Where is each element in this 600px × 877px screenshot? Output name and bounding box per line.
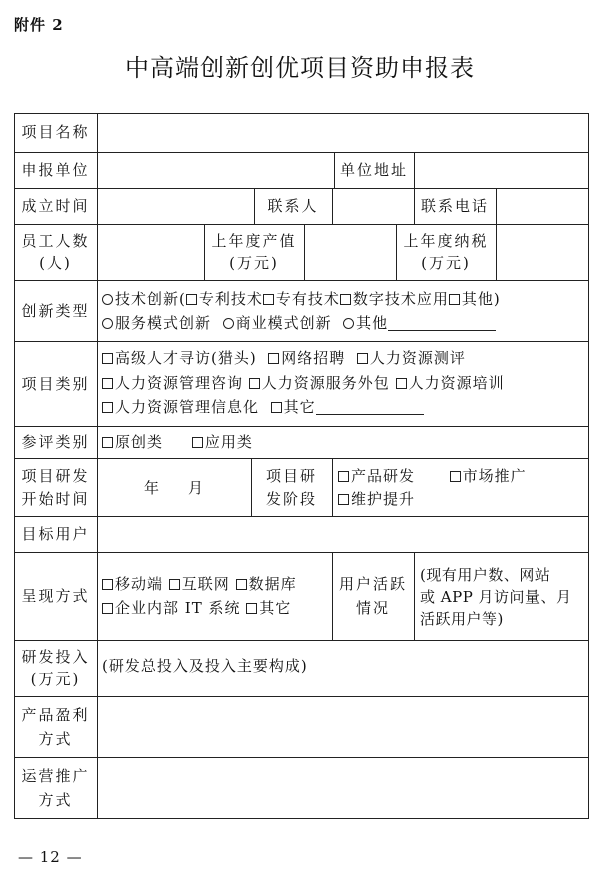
- label-rd-invest: 研发投入: [21, 648, 90, 666]
- checkbox-other-tech[interactable]: [449, 294, 460, 305]
- founded-field[interactable]: [98, 189, 254, 224]
- stage-options-line1: [338, 466, 527, 486]
- appendix-label: 附件 2: [14, 16, 64, 34]
- label-marketing: 运营推广: [21, 767, 90, 785]
- stage-options-line2: [338, 489, 415, 509]
- option-mobile: 移动端: [115, 575, 164, 593]
- innovation-options-line2: [102, 313, 496, 333]
- option-informatization: 人力资源管理信息化: [115, 398, 260, 416]
- label-user-activity-2: 情况: [355, 599, 390, 617]
- option-other-category: 其它: [283, 398, 316, 416]
- option-digital: 数字技术应用: [352, 290, 449, 308]
- checkbox-consulting[interactable]: [102, 378, 113, 389]
- label-last-tax-unit: (万元): [421, 254, 471, 272]
- cell-divider: [332, 458, 333, 516]
- option-tech-innovation: 技术创新(: [115, 290, 186, 308]
- row-divider: [14, 426, 589, 427]
- option-database: 数据库: [248, 575, 297, 593]
- option-training: 人力资源培训: [408, 374, 505, 392]
- option-internal-it: 企业内部 IT 系统: [115, 599, 241, 617]
- review-options: [102, 432, 253, 452]
- category-options-line2: [102, 373, 505, 393]
- checkbox-other-presentation[interactable]: [246, 603, 257, 614]
- checkbox-original[interactable]: [102, 437, 113, 448]
- checkbox-applied[interactable]: [192, 437, 203, 448]
- label-unit-address: 单位地址: [339, 161, 408, 179]
- checkbox-outsourcing[interactable]: [249, 378, 260, 389]
- applicant-field[interactable]: [98, 153, 334, 188]
- label-rd-stage: 项目研: [265, 467, 317, 485]
- rd-invest-hint: (研发总投入及投入主要构成): [102, 657, 308, 675]
- option-patent: 专利技术: [198, 290, 263, 308]
- label-presentation: 呈现方式: [21, 587, 90, 605]
- checkbox-database[interactable]: [236, 579, 247, 590]
- radio-business-mode[interactable]: [223, 318, 234, 329]
- label-profit-2: 方式: [38, 730, 73, 748]
- checkbox-mobile[interactable]: [102, 579, 113, 590]
- option-outsourcing: 人力资源服务外包: [261, 374, 390, 392]
- row-divider: [14, 280, 589, 281]
- label-rd-start: 项目研发: [21, 467, 90, 485]
- option-other-innovation: 其他: [356, 314, 389, 332]
- option-proprietary: 专有技术: [275, 290, 340, 308]
- application-form: [14, 113, 589, 819]
- option-other-presentation: 其它: [259, 599, 292, 617]
- option-applied: 应用类: [204, 433, 253, 451]
- unit-address-field[interactable]: [415, 153, 588, 188]
- option-business-mode: 商业模式创新: [235, 314, 332, 332]
- label-innovation-type: 创新类型: [21, 302, 90, 320]
- marketing-field[interactable]: [98, 758, 588, 818]
- label-contact-phone: 联系电话: [420, 197, 489, 215]
- checkbox-headhunt[interactable]: [102, 353, 113, 364]
- form-border-bottom: [14, 818, 589, 819]
- target-users-field[interactable]: [98, 517, 588, 552]
- contact-phone-field[interactable]: [497, 189, 588, 224]
- category-options-line3: [102, 397, 424, 417]
- label-last-tax: 上年度纳税: [403, 232, 489, 250]
- label-staff-count: 员工人数: [21, 232, 90, 250]
- checkbox-assessment[interactable]: [357, 353, 368, 364]
- label-target-users: 目标用户: [21, 525, 90, 543]
- checkbox-informatization[interactable]: [102, 402, 113, 413]
- label-staff-count-unit: (人): [39, 254, 72, 272]
- checkbox-proprietary[interactable]: [263, 294, 274, 305]
- checkbox-other-category[interactable]: [271, 402, 282, 413]
- option-online-recruit: 网络招聘: [281, 349, 346, 367]
- radio-service-mode[interactable]: [102, 318, 113, 329]
- label-applicant: 申报单位: [21, 161, 90, 179]
- innovation-options-line1: [102, 289, 501, 309]
- cell-divider: [414, 552, 415, 640]
- label-rd-invest-unit: (万元): [30, 670, 81, 688]
- page-number: — 12 —: [18, 848, 83, 866]
- category-options-line1: [102, 348, 466, 368]
- label-rd-start-2: 开始时间: [21, 490, 90, 508]
- other-innovation-blank[interactable]: [388, 316, 496, 331]
- label-project-name: 项目名称: [21, 123, 90, 141]
- option-assessment: 人力资源测评: [369, 349, 466, 367]
- staff-count-field[interactable]: [98, 225, 204, 280]
- contact-person-field[interactable]: [333, 189, 414, 224]
- option-maintenance: 维护提升: [351, 490, 416, 508]
- label-review-category: 参评类别: [21, 433, 90, 451]
- row-divider: [14, 341, 589, 342]
- year-month-field[interactable]: 年 月: [143, 479, 206, 497]
- presentation-options-line1: [102, 574, 297, 594]
- checkbox-product-rd[interactable]: [338, 471, 349, 482]
- label-rd-stage-2: 发阶段: [265, 490, 317, 508]
- checkbox-patent[interactable]: [186, 294, 197, 305]
- user-activity-hint-1: (现有用户数、网站: [420, 566, 551, 584]
- row-divider: [14, 458, 589, 459]
- label-last-output: 上年度产值: [211, 232, 297, 250]
- label-contact-person: 联系人: [267, 197, 319, 215]
- option-consulting: 人力资源管理咨询: [115, 374, 244, 392]
- option-market: 市场推广: [462, 467, 527, 485]
- label-profit: 产品盈利: [21, 706, 90, 724]
- checkbox-market[interactable]: [450, 471, 461, 482]
- user-activity-hint-3: 活跃用户等): [420, 610, 504, 628]
- cell-divider: [332, 552, 333, 640]
- presentation-options-line2: [102, 598, 291, 618]
- form-title: 中高端创新创优项目资助申报表: [125, 54, 475, 82]
- other-category-blank[interactable]: [316, 400, 424, 415]
- option-original: 原创类: [115, 433, 164, 451]
- label-user-activity: 用户活跃: [338, 575, 407, 593]
- radio-tech-innovation[interactable]: [102, 294, 113, 305]
- form-border-right: [588, 113, 589, 819]
- user-activity-hint-2: 或 APP 月访问量、月: [420, 588, 572, 606]
- checkbox-maintenance[interactable]: [338, 494, 349, 505]
- checkbox-internal-it[interactable]: [102, 603, 113, 614]
- checkbox-online-recruit[interactable]: [268, 353, 279, 364]
- checkbox-internet[interactable]: [169, 579, 180, 590]
- row-divider: [14, 552, 589, 553]
- option-other-tech: 其他): [461, 290, 501, 308]
- checkbox-training[interactable]: [396, 378, 407, 389]
- option-product-rd: 产品研发: [351, 467, 416, 485]
- option-headhunt: 高级人才寻访(猎头): [115, 349, 257, 367]
- label-marketing-2: 方式: [38, 791, 73, 809]
- last-output-field[interactable]: [305, 225, 396, 280]
- profit-field[interactable]: [98, 697, 588, 757]
- radio-other-innovation[interactable]: [343, 318, 354, 329]
- last-tax-field[interactable]: [497, 225, 588, 280]
- checkbox-digital[interactable]: [340, 294, 351, 305]
- label-founded: 成立时间: [21, 197, 90, 215]
- label-last-output-unit: (万元): [229, 254, 279, 272]
- label-project-category: 项目类别: [21, 375, 90, 393]
- row-divider: [14, 640, 589, 641]
- option-internet: 互联网: [181, 575, 230, 593]
- option-service-mode: 服务模式创新: [115, 314, 212, 332]
- project-name-field[interactable]: [98, 114, 588, 152]
